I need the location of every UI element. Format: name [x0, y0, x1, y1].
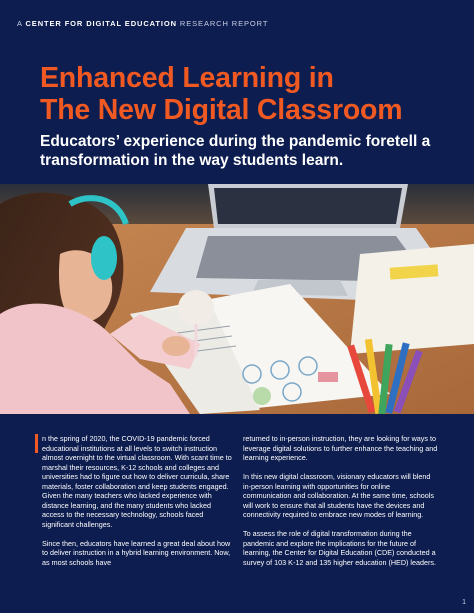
dropcap-bar — [35, 434, 38, 453]
subtitle-line-2: transformation in the way students learn. — [40, 152, 344, 169]
report-series-label — [17, 19, 268, 28]
report-label-suffix: RESEARCH REPORT — [176, 19, 269, 28]
page-subtitle — [40, 132, 460, 170]
body-paragraph: n the spring of 2020, the COVID-19 pandemic forced educational institutions at all levels to switch instruction almost overnight to the virtual classroom. With scant time to marshal their resources, K-12 schools and colleges and universities had to figure out how to deliver curricula, share materials, foster collaboration and keep students engaged. Given the many teachers who lacked experience with distance learning, and the many students who lacked access to the necessary technology, schools faced significant challenges. — [42, 434, 232, 529]
body-column-left — [42, 434, 234, 577]
body-paragraph: returned to in-person instruction, they are looking for ways to leverage digital solutions to further enhance the teaching and learning experience. — [243, 434, 438, 462]
subtitle-line-1: Educators’ experience during the pandemic foretell a — [40, 133, 431, 150]
body-paragraph: In this new digital classroom, visionary educators will blend in-person learning with opportunities for online communication and collaboration. At the same time, schools will work to ensure that all students have the devices and connectivity required to embrace new modes of learning. — [243, 472, 434, 519]
body-paragraph: To assess the role of digital transformation during the pandemic and explore the implications for the future of learning, the Center for Digital Education (CDE) conducted a survey of 103 K-12 and 135 higher education (HED) leaders. — [243, 529, 436, 567]
page-number: 1 — [462, 599, 466, 606]
body-paragraph: Since then, educators have learned a great deal about how to deliver instruction in a hybrid learning environment. Now, as most schools have — [42, 538, 231, 567]
hero-photo — [0, 184, 474, 414]
report-label-prefix: A — [17, 19, 26, 28]
first-paragraph — [42, 434, 234, 529]
report-label-org: CENTER FOR DIGITAL EDUCATION — [25, 19, 177, 28]
page-title — [40, 62, 402, 126]
title-line-2: The New Digital Classroom — [40, 94, 403, 126]
body-column-right — [243, 434, 438, 577]
title-line-1: Enhanced Learning in — [40, 62, 334, 94]
